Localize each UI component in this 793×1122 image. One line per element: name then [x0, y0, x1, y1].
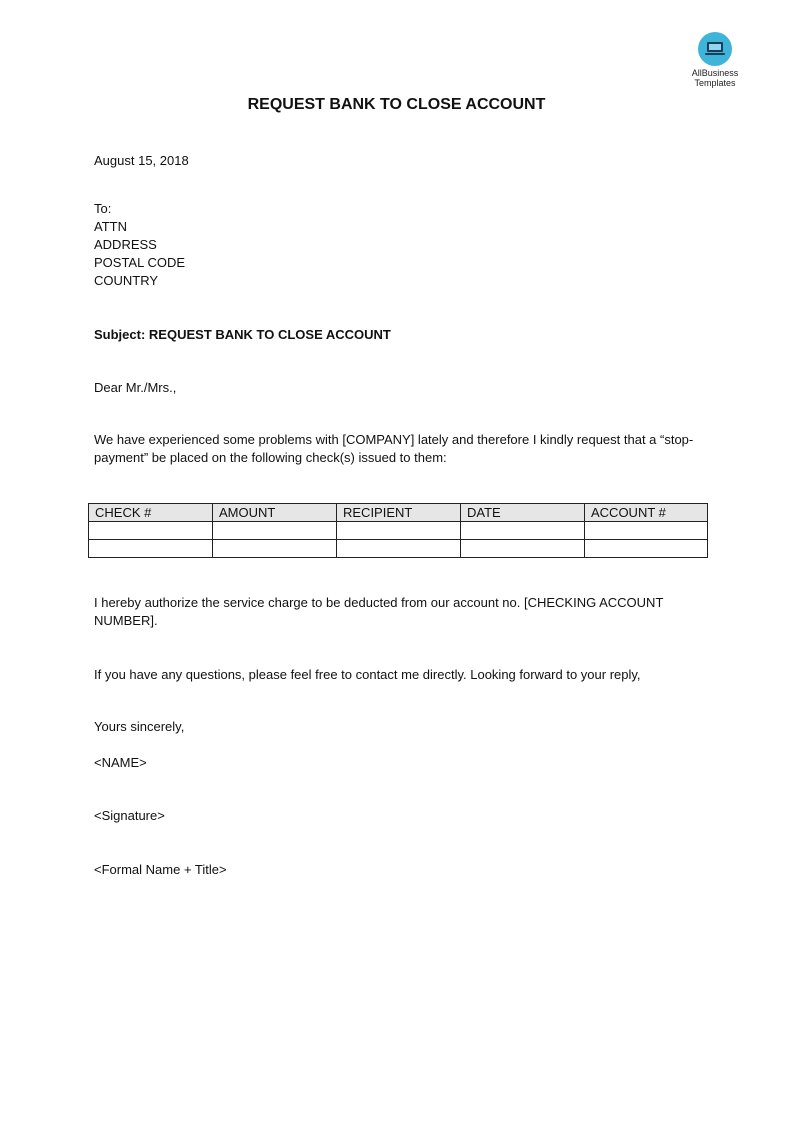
- letter-date: August 15, 2018: [94, 153, 189, 168]
- table-header-row: [89, 504, 708, 522]
- subject-line: [94, 326, 391, 344]
- table-row: [89, 540, 708, 558]
- signature-placeholder: <Signature>: [94, 808, 165, 823]
- column-header-account: ACCOUNT #: [585, 504, 708, 522]
- subject-label: Subject:: [94, 327, 146, 342]
- address-to: To:: [94, 201, 112, 216]
- greeting: Dear Mr./Mrs.,: [94, 380, 177, 395]
- table-cell: [461, 522, 585, 540]
- body-paragraph-3: If you have any questions, please feel free to contact me directly. Looking forward to your reply,: [94, 667, 641, 682]
- column-header-amount: AMOUNT: [213, 504, 337, 522]
- subject-text: REQUEST BANK TO CLOSE ACCOUNT: [148, 327, 391, 342]
- address-line: ADDRESS: [94, 237, 157, 252]
- laptop-icon: [698, 32, 732, 66]
- body-paragraph-1: We have experienced some problems with [COMPANY] lately and therefore I kindly request that a “stop-payment” be placed on the following check(s) issued to them:: [94, 432, 694, 465]
- body-paragraph-2: I hereby authorize the service charge to be deducted from our account no. [CHECKING ACCOUNT NUMBER].: [94, 595, 664, 628]
- address-postal-code: POSTAL CODE: [94, 255, 186, 270]
- closing: Yours sincerely,: [94, 719, 185, 734]
- address-country: COUNTRY: [94, 273, 159, 288]
- table-row: [89, 522, 708, 540]
- table-cell: [213, 522, 337, 540]
- table-cell: [585, 522, 708, 540]
- table-cell: [585, 540, 708, 558]
- column-header-date: DATE: [461, 504, 585, 522]
- column-header-check: CHECK #: [89, 504, 213, 522]
- company-logo: [686, 32, 744, 88]
- address-attn: ATTN: [94, 219, 127, 234]
- table-cell: [461, 540, 585, 558]
- check-table: [88, 503, 708, 558]
- logo-text-line2: Templates: [694, 78, 736, 88]
- column-header-recipient: RECIPIENT: [337, 504, 461, 522]
- table-cell: [89, 540, 213, 558]
- logo-text-line1: AllBusiness: [691, 68, 739, 78]
- table-cell: [213, 540, 337, 558]
- formal-name-placeholder: <Formal Name + Title>: [94, 862, 227, 877]
- table-cell: [89, 522, 213, 540]
- document-title: REQUEST BANK TO CLOSE ACCOUNT: [247, 96, 546, 113]
- name-placeholder: <NAME>: [94, 755, 147, 770]
- table-cell: [337, 540, 461, 558]
- table-cell: [337, 522, 461, 540]
